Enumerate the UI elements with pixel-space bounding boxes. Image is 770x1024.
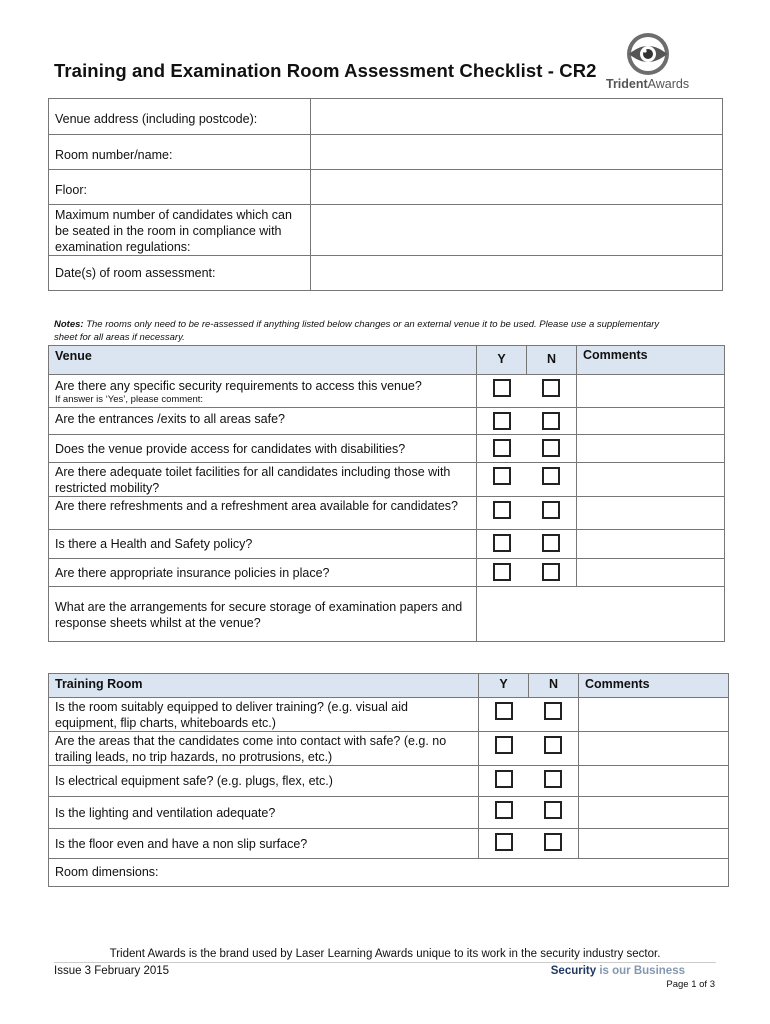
checklist-question: Is the lighting and ventilation adequate?	[49, 797, 479, 829]
no-cell	[529, 766, 579, 797]
no-checkbox[interactable]	[544, 801, 562, 819]
page-number: Page 1 of 3	[666, 979, 715, 990]
comment-field[interactable]	[577, 463, 725, 497]
checklist-question: Is the floor even and have a non slip surface?	[49, 829, 479, 859]
logo-wordmark: TridentAwards	[606, 77, 690, 91]
comment-field[interactable]	[579, 698, 729, 732]
comment-field[interactable]	[577, 435, 725, 463]
no-cell	[527, 530, 577, 559]
comment-field[interactable]	[577, 375, 725, 408]
comment-field[interactable]	[577, 559, 725, 587]
assessment-date-field[interactable]	[311, 256, 723, 291]
page-title: Training and Examination Room Assessment Checklist - CR2	[54, 60, 597, 81]
no-checkbox[interactable]	[542, 412, 560, 430]
storage-question: What are the arrangements for secure storage of examination papers and response sheets whilst at the venue?	[49, 587, 477, 642]
comment-field[interactable]	[579, 829, 729, 859]
no-cell	[527, 435, 577, 463]
yes-checkbox[interactable]	[493, 501, 511, 519]
room-dimensions-field[interactable]: Room dimensions:	[49, 859, 729, 887]
training-room-table	[48, 673, 729, 887]
yes-checkbox[interactable]	[495, 833, 513, 851]
venue-y-header: Y	[477, 346, 527, 375]
yes-checkbox[interactable]	[493, 439, 511, 457]
no-cell	[527, 463, 577, 497]
comment-field[interactable]	[577, 408, 725, 435]
checklist-question: Is the room suitably equipped to deliver training? (e.g. visual aid equipment, flip charts, whiteboards etc.)	[49, 698, 479, 732]
no-cell	[527, 559, 577, 587]
no-checkbox[interactable]	[542, 563, 560, 581]
venue-details-table	[48, 98, 723, 291]
venue-comments-header: Comments	[577, 346, 725, 375]
no-cell	[527, 375, 577, 408]
comment-field[interactable]	[579, 766, 729, 797]
no-cell	[529, 829, 579, 859]
no-cell	[529, 732, 579, 766]
yes-cell	[477, 408, 527, 435]
yes-cell	[477, 375, 527, 408]
assessment-date-label: Date(s) of room assessment:	[49, 256, 311, 291]
comment-field[interactable]	[577, 530, 725, 559]
no-checkbox[interactable]	[542, 379, 560, 397]
yes-cell	[479, 797, 529, 829]
storage-answer-field[interactable]	[477, 587, 725, 642]
yes-checkbox[interactable]	[495, 736, 513, 754]
yes-checkbox[interactable]	[495, 702, 513, 720]
footer-brand-note: Trident Awards is the brand used by Laser Learning Awards unique to its work in the security industry sector.	[109, 948, 661, 960]
yes-cell	[477, 435, 527, 463]
venue-address-label: Venue address (including postcode):	[49, 99, 311, 135]
yes-checkbox[interactable]	[493, 412, 511, 430]
no-cell	[529, 797, 579, 829]
yes-checkbox[interactable]	[493, 467, 511, 485]
no-checkbox[interactable]	[544, 736, 562, 754]
floor-field[interactable]	[311, 170, 723, 205]
training-y-header: Y	[479, 674, 529, 698]
comment-field[interactable]	[579, 732, 729, 766]
yes-cell	[477, 497, 527, 530]
yes-cell	[477, 559, 527, 587]
room-number-field[interactable]	[311, 135, 723, 170]
no-checkbox[interactable]	[542, 534, 560, 552]
yes-checkbox[interactable]	[493, 534, 511, 552]
footer-issue: Issue 3 February 2015	[54, 965, 170, 977]
no-cell	[529, 698, 579, 732]
footer-divider	[54, 962, 716, 963]
checklist-question: Are there adequate toilet facilities for all candidates including those with restricted mobility?	[49, 463, 477, 497]
venue-n-header: N	[527, 346, 577, 375]
comment-field[interactable]	[577, 497, 725, 530]
training-section-header: Training Room	[49, 674, 479, 698]
no-cell	[527, 497, 577, 530]
yes-cell	[479, 829, 529, 859]
checklist-question: Is there a Health and Safety policy?	[49, 530, 477, 559]
training-n-header: N	[529, 674, 579, 698]
max-candidates-label: Maximum number of candidates which can be seated in the room in compliance with examination regulations:	[49, 205, 311, 256]
room-number-label: Room number/name:	[49, 135, 311, 170]
no-checkbox[interactable]	[542, 439, 560, 457]
training-comments-header: Comments	[579, 674, 729, 698]
venue-section-header: Venue	[49, 346, 477, 375]
no-checkbox[interactable]	[544, 833, 562, 851]
checklist-question: Are the areas that the candidates come into contact with safe? (e.g. no trailing leads, no trip hazards, no protrusions, etc.)	[49, 732, 479, 766]
yes-checkbox[interactable]	[495, 770, 513, 788]
checklist-question: Is electrical equipment safe? (e.g. plugs, flex, etc.)	[49, 766, 479, 797]
no-checkbox[interactable]	[542, 467, 560, 485]
max-candidates-field[interactable]	[311, 205, 723, 256]
yes-cell	[479, 698, 529, 732]
yes-checkbox[interactable]	[495, 801, 513, 819]
floor-label: Floor:	[49, 170, 311, 205]
yes-cell	[477, 463, 527, 497]
yes-cell	[479, 766, 529, 797]
venue-checklist-table	[48, 345, 725, 642]
checklist-question: Does the venue provide access for candidates with disabilities?	[49, 435, 477, 463]
yes-checkbox[interactable]	[493, 563, 511, 581]
no-checkbox[interactable]	[544, 770, 562, 788]
footer-tagline: Security is our Business	[550, 965, 685, 977]
comment-field[interactable]	[579, 797, 729, 829]
yes-cell	[479, 732, 529, 766]
checklist-question: Are the entrances /exits to all areas safe?	[49, 408, 477, 435]
notes-text: Notes: The rooms only need to be re-assessed if anything listed below changes or an external venue it to be used. Please use a supplementary sheet for all areas if necessary.	[54, 319, 660, 343]
checklist-question: Are there any specific security requirements to access this venue? If answer is ‘Yes’, please comment:	[49, 375, 477, 408]
no-checkbox[interactable]	[542, 501, 560, 519]
checklist-question: Are there refreshments and a refreshment area available for candidates?	[49, 497, 477, 530]
no-cell	[527, 408, 577, 435]
yes-checkbox[interactable]	[493, 379, 511, 397]
venue-address-field[interactable]	[311, 99, 723, 135]
yes-cell	[477, 530, 527, 559]
checklist-question: Are there appropriate insurance policies in place?	[49, 559, 477, 587]
no-checkbox[interactable]	[544, 702, 562, 720]
